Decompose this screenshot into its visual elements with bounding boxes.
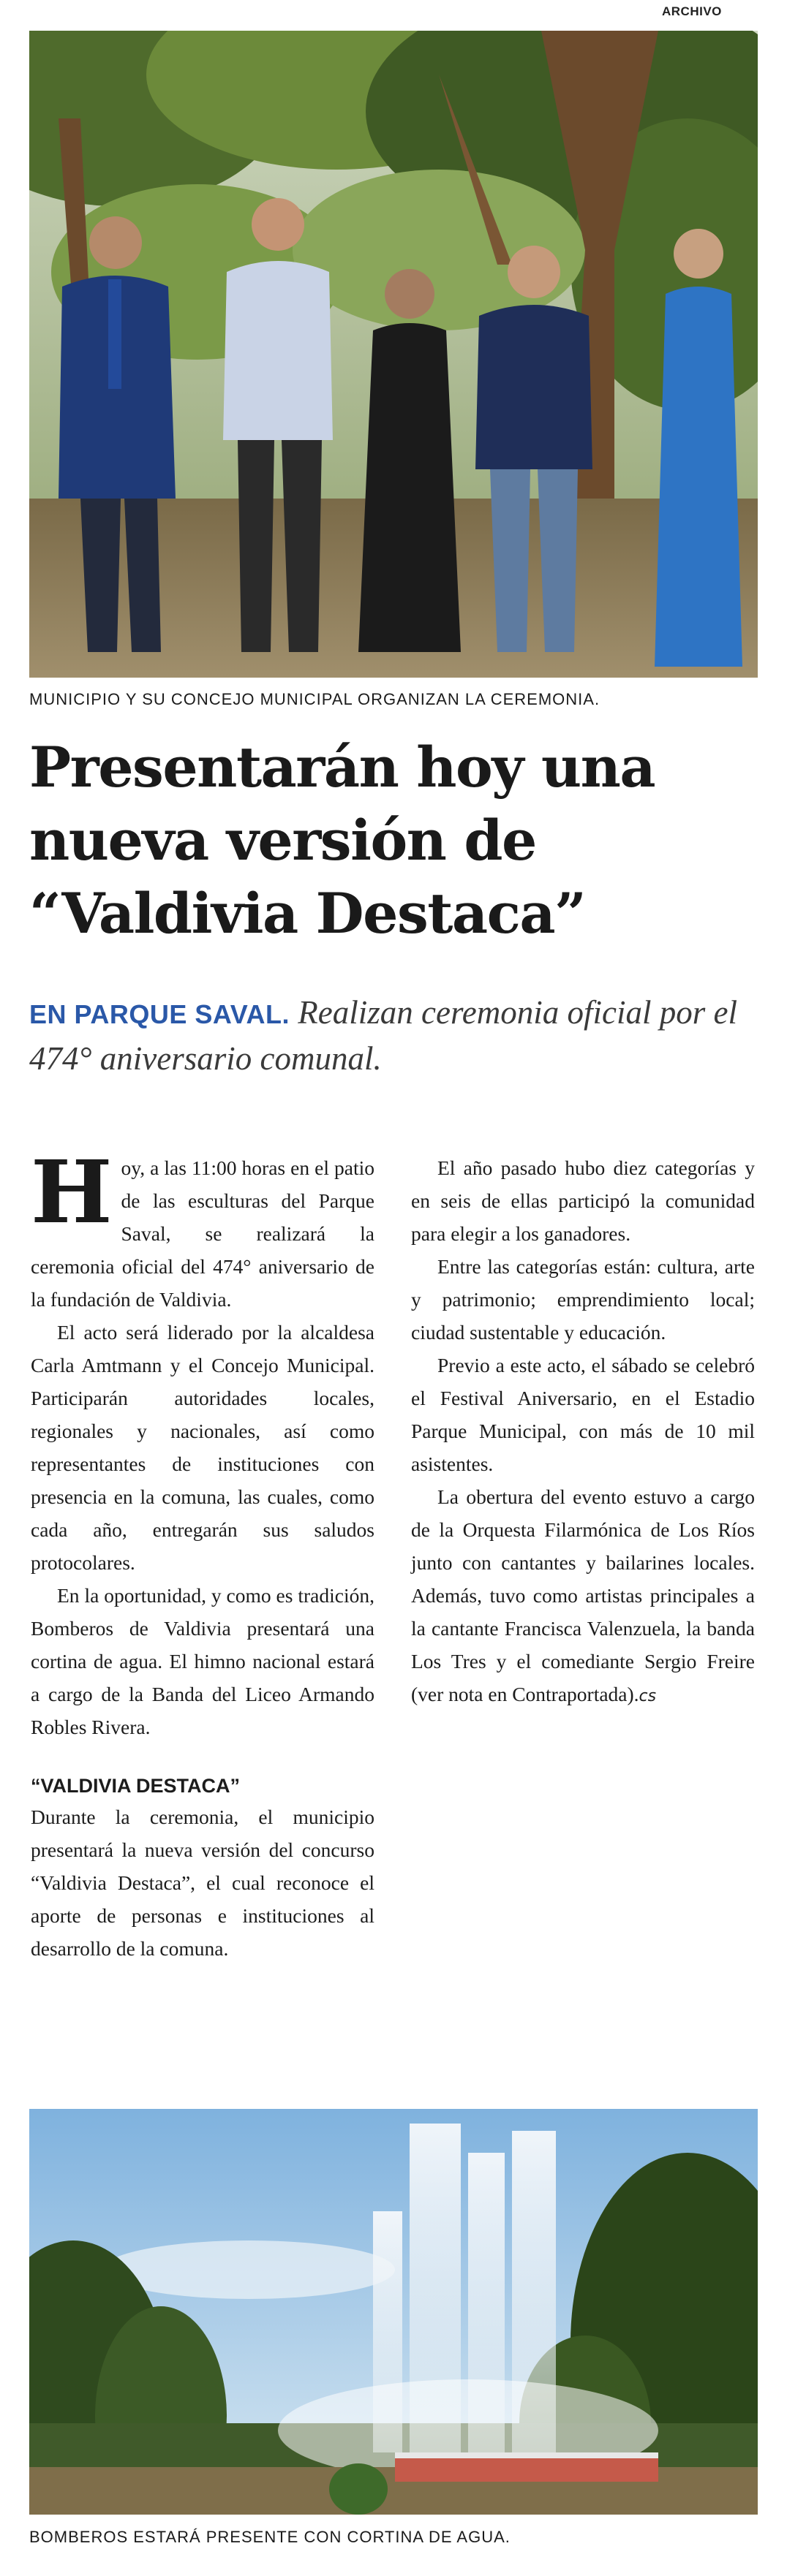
headline-line-1: Presentarán hoy una xyxy=(29,735,655,800)
headline xyxy=(29,731,761,950)
paragraph-8-text: La obertura del evento estuvo a cargo de la Orquesta Filarmónica de Los Ríos junto con cantantes y bailarines locales. Además, tuvo como artistas principales a la cantante Francisca Valenzuela, la banda Los Tres y el comediante Sergio Freire (ver nota en Contraportada). xyxy=(411,1485,755,1705)
headline-line-3: “Valdivia Destaca” xyxy=(29,881,586,946)
paragraph-7: Previo a este acto, el sábado se celebró el Festival Aniversario, en el Estadio Parque Municipal, con más de 10 mil asistentes. xyxy=(411,1354,755,1475)
paragraph-5: El año pasado hubo diez categorías y en seis de ellas participó la comunidad para elegir a los ganadores. xyxy=(411,1156,755,1245)
photo-credit: ARCHIVO xyxy=(662,4,722,18)
article-column-right xyxy=(411,1151,755,1713)
deck xyxy=(29,990,761,1080)
headline-line-2: nueva versión de xyxy=(29,808,536,873)
paragraph-2: El acto será liderado por la alcaldesa Carla Amtmann y el Concejo Municipal. Participarán autoridades locales, regionales y nacionales, así como representantes de instituciones con presencia en la comuna, las cuales, como cada año, entregarán sus saludos protocolares. xyxy=(31,1321,374,1574)
paragraph-6: Entre las categorías están: cultura, arte y patrimonio; emprendimiento local; ciudad sustentable y educación. xyxy=(411,1255,755,1344)
officials-photo xyxy=(29,31,758,678)
paragraph-1 xyxy=(31,1141,374,1316)
deck-text: Realizan ceremonia oficial por el 474° aniversario comunal. xyxy=(29,994,737,1077)
photo2-caption: BOMBEROS ESTARÁ PRESENTE CON CORTINA DE AGUA. xyxy=(29,2528,511,2546)
article-column-left xyxy=(31,1141,374,1965)
paragraph-8 xyxy=(411,1480,755,1713)
paragraph-1-text: oy, a las 11:00 horas en el patio de las esculturas del Parque Saval, se realizará la ceremonia oficial del 474° aniversario de la fundación de Valdivia. xyxy=(31,1156,374,1311)
dropcap: H xyxy=(31,1141,113,1243)
paragraph-4: Durante la ceremonia, el municipio presentará la nueva versión del concurso “Valdivia Destaca”, el cual reconoce el aporte de personas e instituciones al desarrollo de la comuna. xyxy=(31,1806,374,1960)
photo1-caption: MUNICIPIO Y SU CONCEJO MUNICIPAL ORGANIZAN LA CEREMONIA. xyxy=(29,690,600,708)
deck-kicker: EN PARQUE SAVAL. xyxy=(29,999,290,1029)
end-mark: cs xyxy=(639,1687,657,1705)
subhead: “VALDIVIA DESTACA” xyxy=(31,1775,241,1797)
water-curtain-photo xyxy=(29,2109,758,2515)
paragraph-3: En la oportunidad, y como es tradición, Bomberos de Valdivia presentará una cortina de agua. El himno nacional estará a cargo de la Banda del Liceo Armando Robles Rivera. xyxy=(31,1584,374,1738)
